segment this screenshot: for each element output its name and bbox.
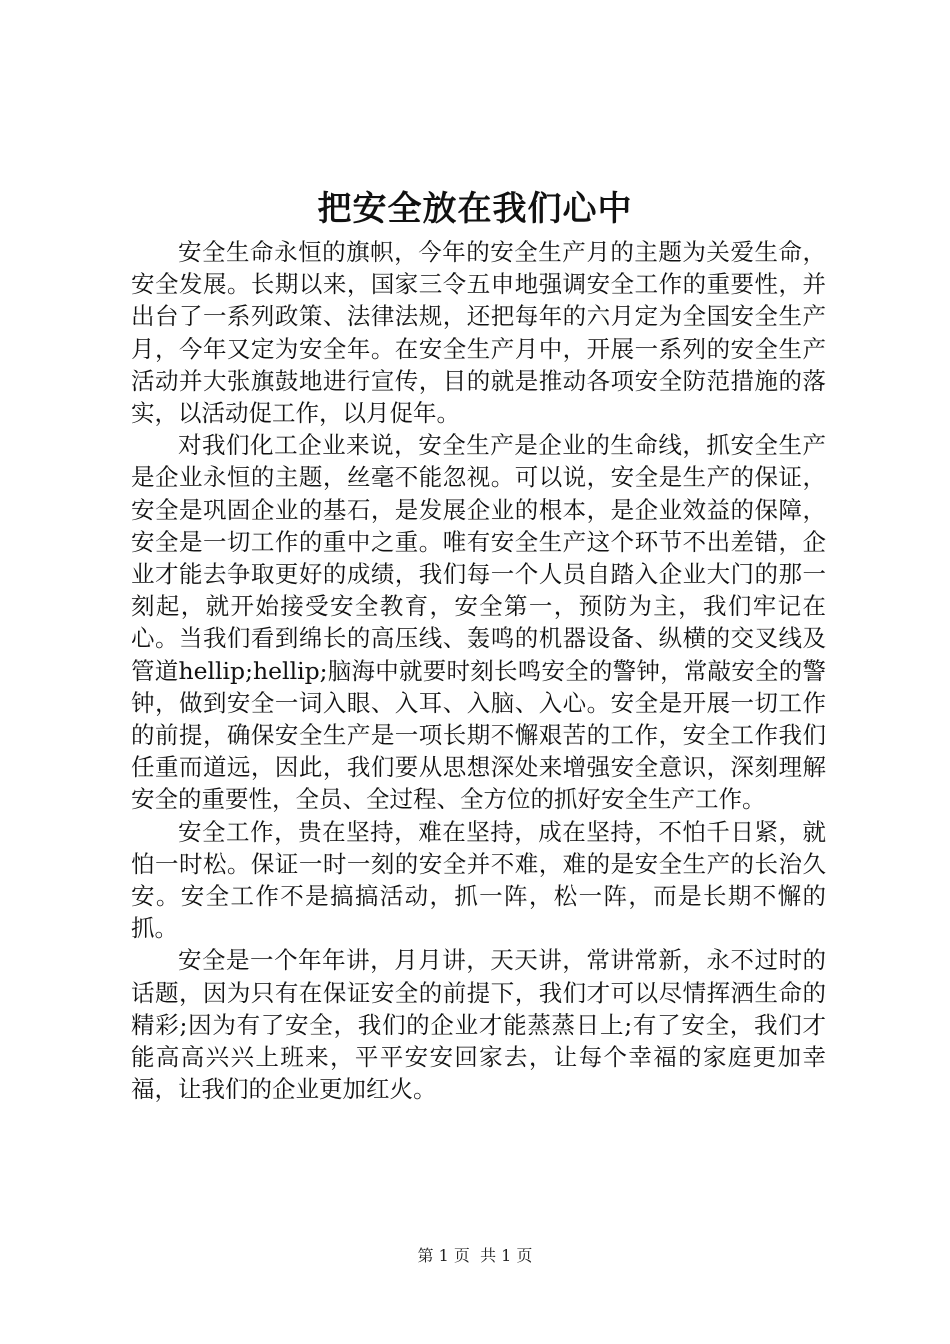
page-number: 第 1 页 bbox=[417, 1246, 470, 1265]
document-title: 把安全放在我们心中 bbox=[317, 189, 633, 229]
paragraph: 安全工作，贵在坚持，难在坚持，成在坚持，不怕千日紧，就怕一时松。保证一时一刻的安全并不难，难的是安全生产的长治久安。安全工作不是搞搞活动，抓一阵，松一阵，而是长期不懈的抓。 bbox=[131, 817, 826, 943]
document-body bbox=[131, 236, 826, 1105]
paragraph: 安全是一个年年讲，月月讲，天天讲，常讲常新，永不过时的话题，因为只有在保证安全的前提下，我们才可以尽情挥洒生命的精彩;因为有了安全，我们的企业才能蒸蒸日上;有了安全，我们才能高高兴兴上班来，平平安安回家去，让每个幸福的家庭更加幸福，让我们的企业更加红火。 bbox=[131, 946, 826, 1104]
paragraph: 对我们化工企业来说，安全生产是企业的生命线，抓安全生产是企业永恒的主题，丝毫不能忽视。可以说，安全是生产的保证，安全是巩固企业的基石，是发展企业的根本，是企业效益的保障，安全是一切工作的重中之重。唯有安全生产这个环节不出差错，企业才能去争取更好的成绩，我们每一个人员自踏入企业大门的那一刻起，就开始接受安全教育，安全第一，预防为主，我们牢记在心。当我们看到绵长的高压线、轰鸣的机器设备、纵横的交叉线及管道hellip;hellip;脑海中就要时刻长鸣安全的警钟，常敲安全的警钟，做到安全一词入眼、入耳、入脑、入心。安全是开展一切工作的前提，确保安全生产是一项长期不懈艰苦的工作，安全工作我们任重而道远，因此，我们要从思想深处来增强安全意识，深刻理解安全的重要性，全员、全过程、全方位的抓好安全生产工作。 bbox=[131, 431, 826, 814]
paragraph: 安全生命永恒的旗帜，今年的安全生产月的主题为关爱生命，安全发展。长期以来，国家三令五申地强调安全工作的重要性，并出台了一系列政策、法律法规，还把每年的六月定为全国安全生产月，今年又定为安全年。在安全生产月中，开展一系列的安全生产活动并大张旗鼓地进行宣传，目的就是推动各项安全防范措施的落实，以活动促工作，以月促年。 bbox=[131, 238, 826, 428]
page-footer bbox=[0, 1244, 950, 1268]
page-total: 共 1 页 bbox=[480, 1246, 533, 1265]
